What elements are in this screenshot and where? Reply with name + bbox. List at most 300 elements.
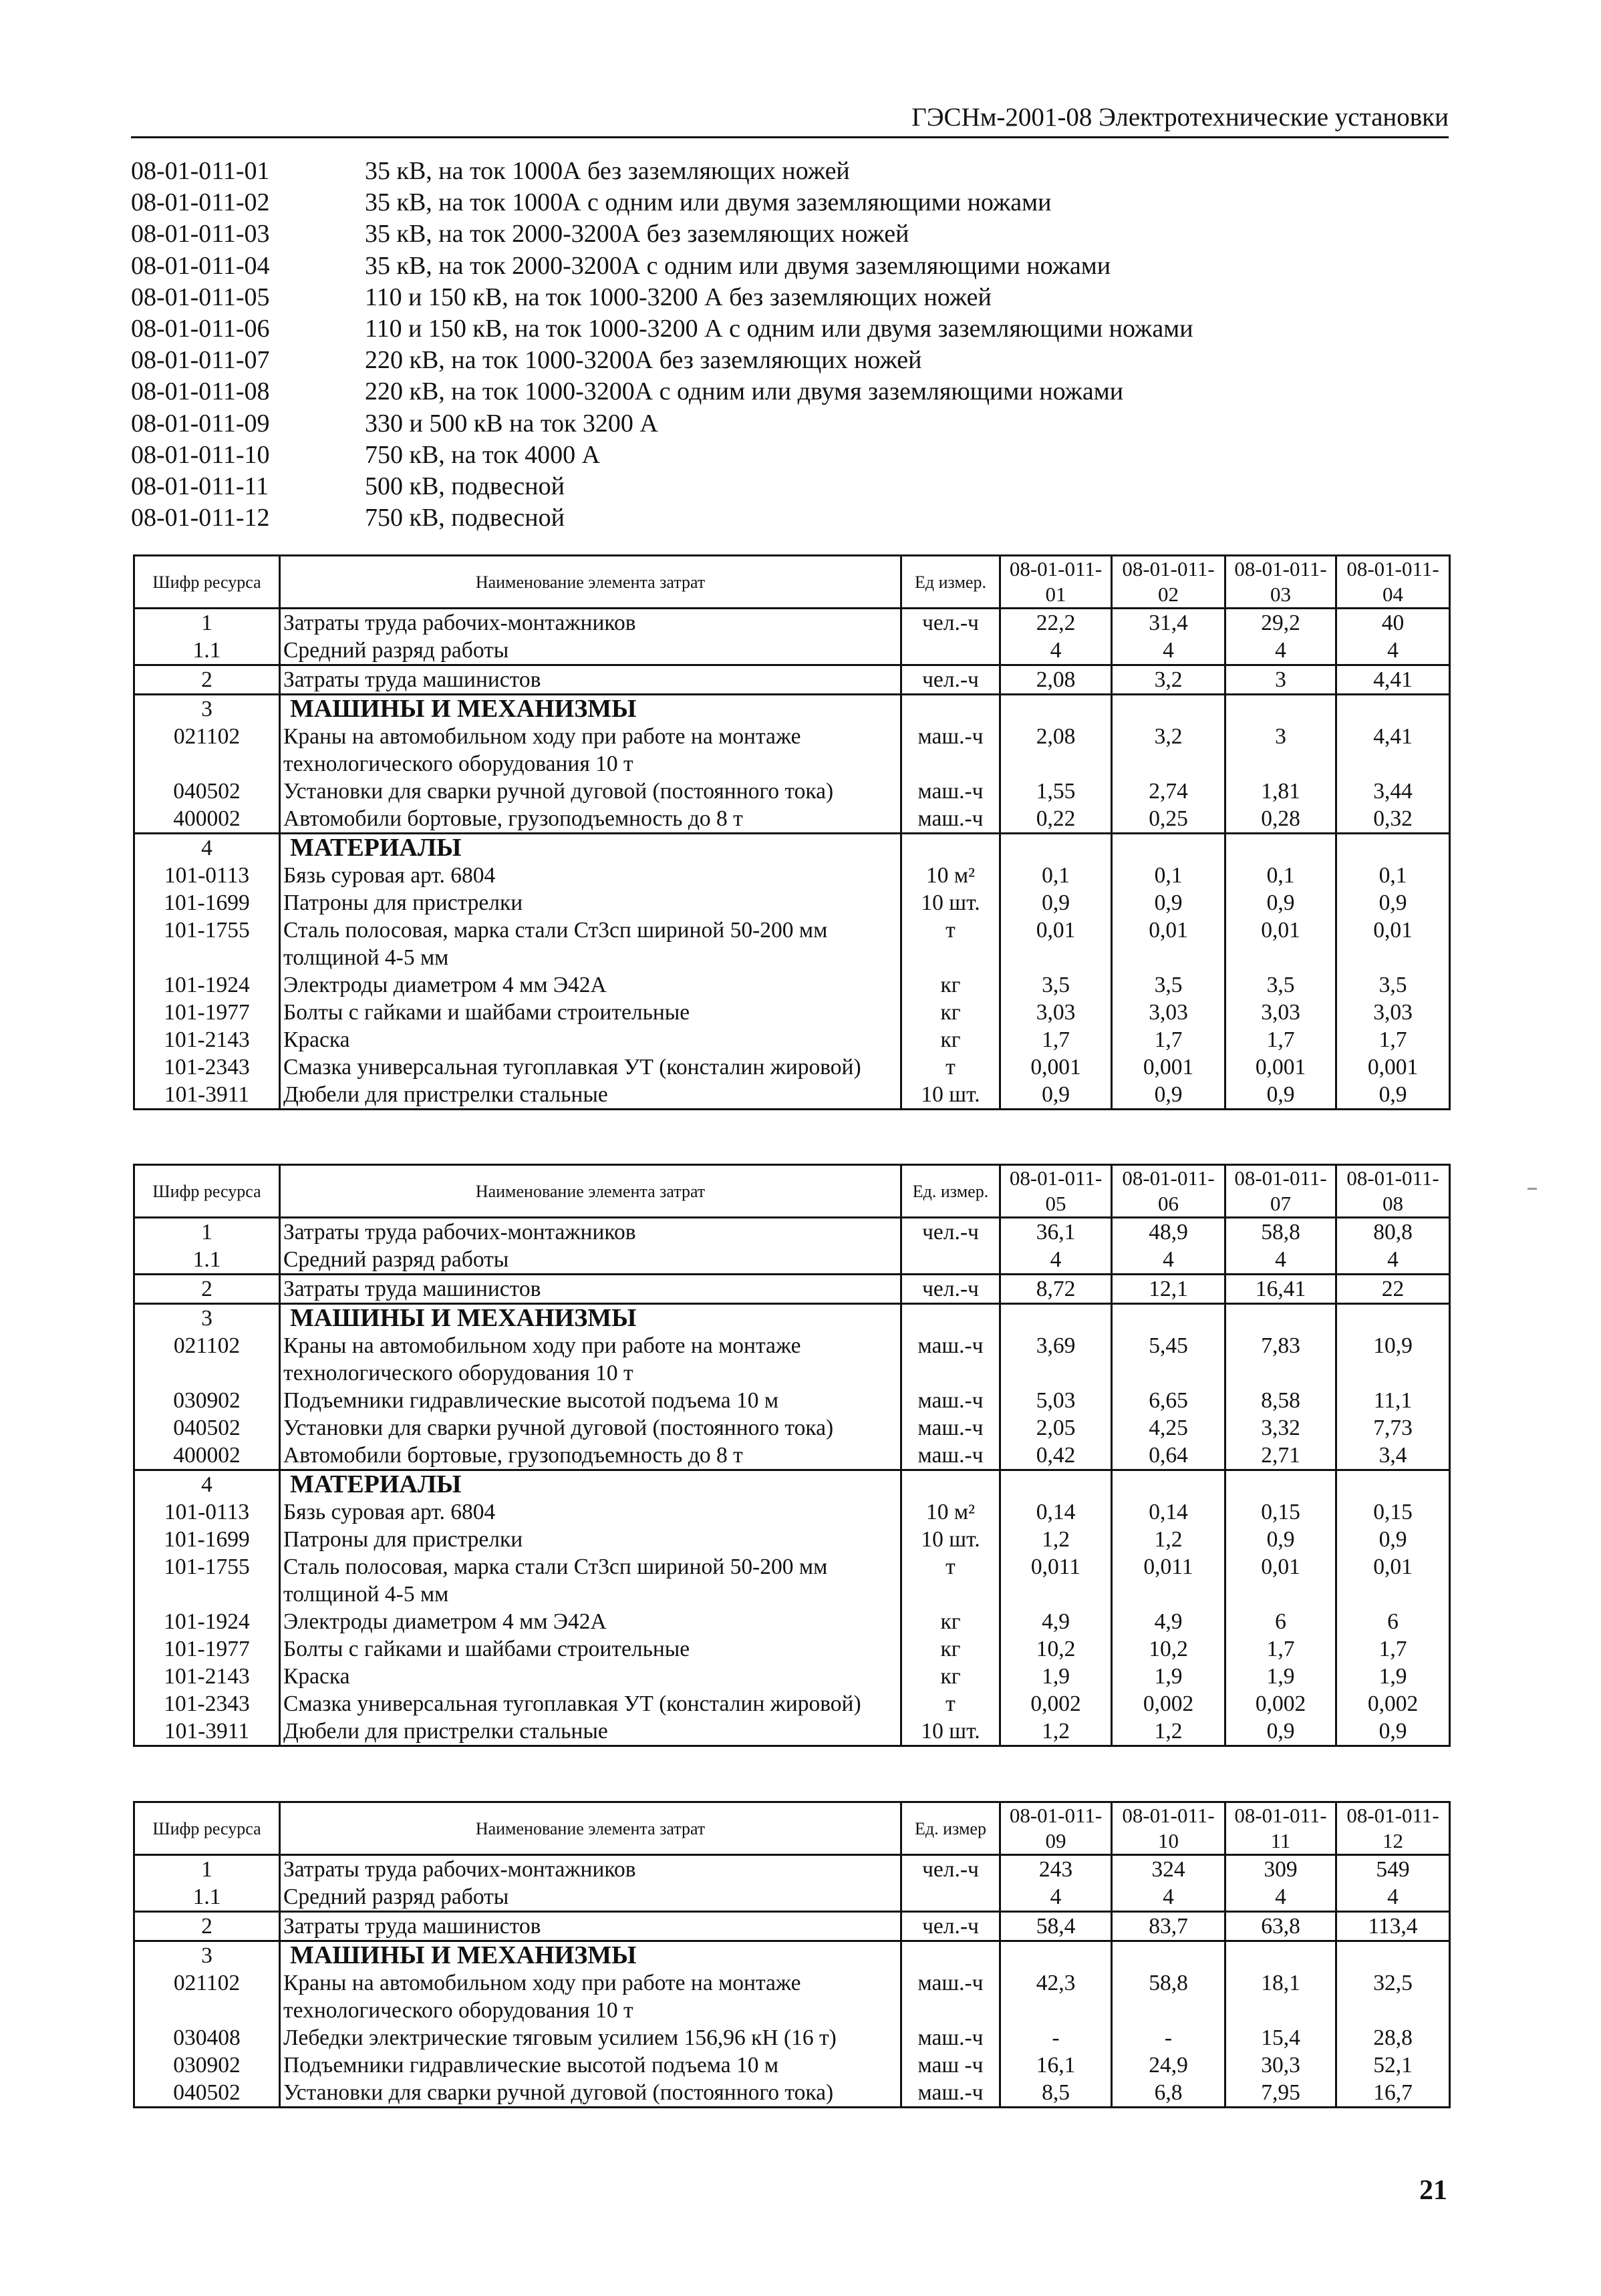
cell-value: 3,5 (1000, 971, 1112, 999)
cell-value: 8,58 (1225, 1387, 1336, 1414)
cell-value: 0,01 (1225, 1553, 1336, 1608)
code-list-code: 08-01-011-01 (131, 157, 270, 185)
table-row (134, 1498, 1450, 1526)
cell-unit: маш.-ч (901, 1387, 1000, 1414)
cell-value: 0,9 (1336, 1717, 1450, 1746)
cell-name: Патроны для пристрелки (280, 889, 901, 917)
cell-value: 3 (1225, 723, 1336, 778)
cell-value: 0,9 (1336, 1526, 1450, 1553)
cell-unit (901, 695, 1000, 723)
code-list-code: 08-01-011-04 (131, 251, 270, 280)
table-row (134, 637, 1450, 665)
cell-value: 3,32 (1225, 1414, 1336, 1442)
header-column-code: 08-01-011-01 (1000, 556, 1112, 609)
table-row (134, 1883, 1450, 1912)
cell-name: Затраты труда рабочих-монтажников (280, 609, 901, 637)
table-row (134, 1387, 1450, 1414)
table-row (134, 917, 1450, 971)
cell-value: 309 (1225, 1855, 1336, 1884)
cell-value: 0,01 (1225, 917, 1336, 971)
table-row (134, 665, 1450, 695)
code-list-item (131, 218, 1193, 250)
cell-value: 3,2 (1112, 665, 1225, 695)
header-column-code: 08-01-011-02 (1112, 556, 1225, 609)
cell-value: 0,9 (1225, 889, 1336, 917)
cell-code: 1.1 (134, 1883, 280, 1912)
cell-unit: т (901, 1053, 1000, 1081)
cell-value: 0,14 (1000, 1498, 1112, 1526)
cell-unit (901, 1941, 1000, 1970)
cell-value: 0,01 (1112, 917, 1225, 971)
cell-code: 4 (134, 834, 280, 862)
header-title: ГЭСНм-2001-08 Электротехнические установки (911, 103, 1449, 132)
cell-unit: маш.-ч (901, 723, 1000, 778)
cell-value: 0,9 (1225, 1081, 1336, 1110)
cell-value: 113,4 (1336, 1912, 1450, 1941)
cell-code: 3 (134, 1941, 280, 1970)
table-row (134, 1332, 1450, 1387)
code-list-desc: 35 кВ, на ток 1000А без заземляющих ножей (365, 157, 850, 185)
cell-value: 324 (1112, 1855, 1225, 1884)
cell-name: Средний разряд работы (280, 637, 901, 665)
cell-name: Смазка универсальная тугоплавкая УТ (консталин жировой) (280, 1690, 901, 1717)
cell-unit: маш.-ч (901, 1442, 1000, 1470)
cell-value: 83,7 (1112, 1912, 1225, 1941)
cell-code: 2 (134, 1912, 280, 1941)
code-list-item (131, 345, 1193, 376)
table-row (134, 1690, 1450, 1717)
table-row (134, 1912, 1450, 1941)
cell-value: 12,1 (1112, 1275, 1225, 1304)
header-column-code: 08-01-011-09 (1000, 1802, 1112, 1855)
cell-value: 7,73 (1336, 1414, 1450, 1442)
cell-value: 0,22 (1000, 805, 1112, 834)
header-code: Шифр ресурса (134, 1802, 280, 1855)
header-column-code: 08-01-011-05 (1000, 1165, 1112, 1218)
cell-code: 2 (134, 665, 280, 695)
cell-code: 101-0113 (134, 862, 280, 889)
cell-unit: кг (901, 1635, 1000, 1663)
cell-value: 4,9 (1112, 1608, 1225, 1635)
cell-value: 1,9 (1225, 1663, 1336, 1690)
cell-value: 0,001 (1000, 1053, 1112, 1081)
cell-value: 22,2 (1000, 609, 1112, 637)
code-list-desc: 750 кВ, на ток 4000 А (365, 440, 601, 469)
cell-value: 243 (1000, 1855, 1112, 1884)
cell-value: 16,41 (1225, 1275, 1336, 1304)
cell-value: 5,03 (1000, 1387, 1112, 1414)
cell-value: 0,9 (1336, 1081, 1450, 1110)
code-list-code: 08-01-011-12 (131, 504, 270, 532)
cell-unit: 10 шт. (901, 1081, 1000, 1110)
cell-code: 101-2143 (134, 1026, 280, 1053)
cell-name: МАТЕРИАЛЫ (280, 1470, 901, 1499)
cell-unit: т (901, 917, 1000, 971)
cell-value: 0,9 (1000, 889, 1112, 917)
cell-value: 0,01 (1336, 917, 1450, 971)
cell-value (1000, 1941, 1112, 1970)
cell-value: 0,9 (1225, 1717, 1336, 1746)
cell-value: 0,1 (1000, 862, 1112, 889)
table-row (134, 999, 1450, 1026)
cell-value: 1,55 (1000, 778, 1112, 805)
cell-value: 0,011 (1000, 1553, 1112, 1608)
header-unit: Ед измер. (901, 556, 1000, 609)
header-column-code: 08-01-011-12 (1336, 1802, 1450, 1855)
cell-value: 3,4 (1336, 1442, 1450, 1470)
cell-unit: 10 м² (901, 862, 1000, 889)
cell-unit: кг (901, 971, 1000, 999)
cell-value (1112, 695, 1225, 723)
table-row (134, 778, 1450, 805)
header-column-code: 08-01-011-08 (1336, 1165, 1450, 1218)
cell-unit: кг (901, 1026, 1000, 1053)
code-list-code: 08-01-011-11 (131, 472, 269, 501)
cell-value: 0,9 (1112, 1081, 1225, 1110)
cell-name: Бязь суровая арт. 6804 (280, 862, 901, 889)
cell-name: Автомобили бортовые, грузоподъемность до 8 т (280, 805, 901, 834)
cell-value: 10,2 (1112, 1635, 1225, 1663)
cell-value: 5,45 (1112, 1332, 1225, 1387)
table-row (134, 1635, 1450, 1663)
cell-code: 1 (134, 1855, 280, 1884)
cell-code: 101-3911 (134, 1081, 280, 1110)
cell-value (1112, 1470, 1225, 1499)
cell-name: Средний разряд работы (280, 1883, 901, 1912)
table-row (134, 1526, 1450, 1553)
cell-value: - (1112, 2024, 1225, 2052)
cell-code: 040502 (134, 778, 280, 805)
cell-value: 3,44 (1336, 778, 1450, 805)
cell-code: 101-1924 (134, 1608, 280, 1635)
cell-code: 021102 (134, 723, 280, 778)
section-row (134, 1304, 1450, 1333)
cell-code: 101-0113 (134, 1498, 280, 1526)
section-row (134, 695, 1450, 723)
cell-value: 0,28 (1225, 805, 1336, 834)
cell-unit: кг (901, 999, 1000, 1026)
cell-value: 549 (1336, 1855, 1450, 1884)
cell-value: 4,41 (1336, 723, 1450, 778)
cell-value: 4 (1112, 637, 1225, 665)
resource-table-3 (133, 1801, 1451, 2108)
cell-name: Дюбели для пристрелки стальные (280, 1081, 901, 1110)
table-row (134, 862, 1450, 889)
cell-value (1000, 834, 1112, 862)
cell-name: Краска (280, 1663, 901, 1690)
cell-code: 1.1 (134, 1246, 280, 1275)
cell-value: 0,001 (1225, 1053, 1336, 1081)
cell-code: 101-1755 (134, 917, 280, 971)
code-list-code: 08-01-011-08 (131, 377, 270, 406)
section-row (134, 1470, 1450, 1499)
table-row (134, 609, 1450, 637)
cell-value: 2,08 (1000, 723, 1112, 778)
page-header (131, 100, 1449, 138)
cell-value (1000, 1304, 1112, 1333)
cell-unit: чел.-ч (901, 1855, 1000, 1884)
cell-value: 4,25 (1112, 1414, 1225, 1442)
cell-value: 2,08 (1000, 665, 1112, 695)
header-column-code: 08-01-011-07 (1225, 1165, 1336, 1218)
code-list-desc: 35 кВ, на ток 2000-3200А с одним или двумя заземляющими ножами (365, 251, 1111, 280)
cell-name: МАШИНЫ И МЕХАНИЗМЫ (280, 1304, 901, 1333)
cell-value: 16,1 (1000, 2052, 1112, 2079)
cell-value (1336, 695, 1450, 723)
cell-value: 0,1 (1336, 862, 1450, 889)
header-code: Шифр ресурса (134, 556, 280, 609)
cell-unit: чел.-ч (901, 1275, 1000, 1304)
cell-value: 2,05 (1000, 1414, 1112, 1442)
cell-value: 31,4 (1112, 609, 1225, 637)
cell-code: 400002 (134, 1442, 280, 1470)
cell-value (1336, 1470, 1450, 1499)
cell-name: Дюбели для пристрелки стальные (280, 1717, 901, 1746)
cell-value (1336, 1304, 1450, 1333)
cell-name: Электроды диаметром 4 мм Э42А (280, 1608, 901, 1635)
table-row (134, 1663, 1450, 1690)
table-row (134, 1969, 1450, 2024)
code-list-item (131, 187, 1193, 218)
cell-value: 30,3 (1225, 2052, 1336, 2079)
cell-unit: чел.-ч (901, 1912, 1000, 1941)
cell-code: 101-1924 (134, 971, 280, 999)
cell-name: Краны на автомобильном ходу при работе на монтаже технологического оборудования 10 т (280, 1969, 901, 2024)
cell-value: 6,8 (1112, 2079, 1225, 2108)
code-list-desc: 110 и 150 кВ, на ток 1000-3200 А с одним или двумя заземляющими ножами (365, 315, 1193, 343)
cell-value: 1,9 (1336, 1663, 1450, 1690)
cell-value: 15,4 (1225, 2024, 1336, 2052)
cell-code: 101-1699 (134, 889, 280, 917)
table-row (134, 1442, 1450, 1470)
section-row (134, 834, 1450, 862)
cell-code: 3 (134, 1304, 280, 1333)
cell-value: 3,5 (1112, 971, 1225, 999)
table-row (134, 2052, 1450, 2079)
cell-value: 0,32 (1336, 805, 1450, 834)
code-list-code: 08-01-011-10 (131, 440, 270, 469)
cell-unit: маш.-ч (901, 778, 1000, 805)
code-list-desc: 35 кВ, на ток 1000А с одним или двумя заземляющими ножами (365, 188, 1052, 217)
cell-value (1225, 1304, 1336, 1333)
table-row (134, 1275, 1450, 1304)
cell-value: 1,81 (1225, 778, 1336, 805)
cell-name: Краны на автомобильном ходу при работе на монтаже технологического оборудования 10 т (280, 1332, 901, 1387)
cell-name: Подъемники гидравлические высотой подъема 10 м (280, 1387, 901, 1414)
cell-value: 0,15 (1225, 1498, 1336, 1526)
cell-name: Затраты труда машинистов (280, 1912, 901, 1941)
code-list-item (131, 251, 1193, 282)
cell-value: 4 (1225, 1246, 1336, 1275)
header-column-code: 08-01-011-11 (1225, 1802, 1336, 1855)
code-list-item (131, 376, 1193, 407)
cell-code: 101-1755 (134, 1553, 280, 1608)
cell-code: 2 (134, 1275, 280, 1304)
cell-value: - (1000, 2024, 1112, 2052)
code-list-code: 08-01-011-03 (131, 220, 270, 249)
cell-code: 1.1 (134, 637, 280, 665)
cell-name: Краны на автомобильном ходу при работе на монтаже технологического оборудования 10 т (280, 723, 901, 778)
table-row (134, 1081, 1450, 1110)
cell-value: 1,7 (1225, 1635, 1336, 1663)
cell-value: 3,2 (1112, 723, 1225, 778)
cell-value: 22 (1336, 1275, 1450, 1304)
cell-value: 6 (1336, 1608, 1450, 1635)
cell-value: 0,002 (1000, 1690, 1112, 1717)
cell-unit: маш.-ч (901, 1332, 1000, 1387)
cell-value: 3,03 (1225, 999, 1336, 1026)
cell-value: 36,1 (1000, 1218, 1112, 1247)
cell-value: 8,5 (1000, 2079, 1112, 2108)
cell-unit (901, 1883, 1000, 1912)
cell-value: 0,001 (1336, 1053, 1450, 1081)
cell-value: 8,72 (1000, 1275, 1112, 1304)
cell-value: 0,01 (1000, 917, 1112, 971)
cell-value: 0,42 (1000, 1442, 1112, 1470)
cell-value: 0,1 (1112, 862, 1225, 889)
cell-value: 4,9 (1000, 1608, 1112, 1635)
header-column-code: 08-01-011-06 (1112, 1165, 1225, 1218)
cell-unit (901, 1470, 1000, 1499)
cell-value: 0,25 (1112, 805, 1225, 834)
cell-value (1000, 695, 1112, 723)
cell-code: 030408 (134, 2024, 280, 2052)
code-list-code: 08-01-011-07 (131, 346, 270, 375)
cell-value: 3,03 (1336, 999, 1450, 1026)
cell-value: 0,9 (1000, 1081, 1112, 1110)
cell-value (1225, 1470, 1336, 1499)
cell-code: 101-1977 (134, 999, 280, 1026)
cell-value: 0,002 (1112, 1690, 1225, 1717)
cell-value: 10,9 (1336, 1332, 1450, 1387)
cell-name: Смазка универсальная тугоплавкая УТ (консталин жировой) (280, 1053, 901, 1081)
cell-value: 4 (1112, 1883, 1225, 1912)
cell-value: 0,15 (1336, 1498, 1450, 1526)
header-unit: Ед. измер. (901, 1165, 1000, 1218)
resource-table-1 (133, 554, 1451, 1110)
code-list-item (131, 502, 1193, 534)
cell-unit: 10 шт. (901, 889, 1000, 917)
cell-value: 3,5 (1336, 971, 1450, 999)
resource-table-2 (133, 1164, 1451, 1747)
cell-value: 42,3 (1000, 1969, 1112, 2024)
code-list-item (131, 440, 1193, 471)
cell-code: 030902 (134, 2052, 280, 2079)
cell-unit: чел.-ч (901, 1218, 1000, 1247)
header-column-code: 08-01-011-04 (1336, 556, 1450, 609)
table-row (134, 1026, 1450, 1053)
cell-value: 58,8 (1225, 1218, 1336, 1247)
section-row (134, 1941, 1450, 1970)
cell-code: 040502 (134, 2079, 280, 2108)
cell-value: 4 (1336, 1883, 1450, 1912)
code-list-code: 08-01-011-06 (131, 315, 270, 343)
code-list-desc: 330 и 500 кВ на ток 3200 А (365, 409, 658, 438)
cell-value (1225, 695, 1336, 723)
cell-value (1112, 1941, 1225, 1970)
cell-value: 6,65 (1112, 1387, 1225, 1414)
cell-unit: кг (901, 1608, 1000, 1635)
cell-code: 021102 (134, 1332, 280, 1387)
code-list-desc: 500 кВ, подвесной (365, 472, 565, 501)
cell-value: 11,1 (1336, 1387, 1450, 1414)
cell-value: 18,1 (1225, 1969, 1336, 2024)
cell-unit (901, 637, 1000, 665)
cell-unit: т (901, 1553, 1000, 1608)
cell-name: Затраты труда машинистов (280, 665, 901, 695)
table-row (134, 971, 1450, 999)
cell-value: 1,7 (1112, 1026, 1225, 1053)
cell-value: 1,2 (1000, 1526, 1112, 1553)
cell-value (1112, 1304, 1225, 1333)
cell-value: 0,1 (1225, 862, 1336, 889)
table-row (134, 1246, 1450, 1275)
cell-unit: кг (901, 1663, 1000, 1690)
cell-value: 6 (1225, 1608, 1336, 1635)
cell-value: 2,74 (1112, 778, 1225, 805)
cell-value: 4 (1000, 1883, 1112, 1912)
cell-unit: 10 м² (901, 1498, 1000, 1526)
cell-value: 0,002 (1336, 1690, 1450, 1717)
cell-unit (901, 834, 1000, 862)
cell-name: Лебедки электрические тяговым усилием 156,96 кН (16 т) (280, 2024, 901, 2052)
cell-name: МАШИНЫ И МЕХАНИЗМЫ (280, 695, 901, 723)
cell-value: 0,01 (1336, 1553, 1450, 1608)
cell-name: Средний разряд работы (280, 1246, 901, 1275)
cell-value: 16,7 (1336, 2079, 1450, 2108)
cell-name: Болты с гайками и шайбами строительные (280, 999, 901, 1026)
cell-name: Краска (280, 1026, 901, 1053)
header-name: Наименование элемента затрат (280, 1802, 901, 1855)
cell-name: Сталь полосовая, марка стали Ст3сп шириной 50-200 мм толщиной 4-5 мм (280, 1553, 901, 1608)
cell-value: 4 (1336, 637, 1450, 665)
cell-value: 4 (1336, 1246, 1450, 1275)
cell-value: 0,011 (1112, 1553, 1225, 1608)
table-row (134, 805, 1450, 834)
table-row (134, 1855, 1450, 1884)
cell-value: 4 (1112, 1246, 1225, 1275)
cell-value: 58,4 (1000, 1912, 1112, 1941)
cell-name: Затраты труда машинистов (280, 1275, 901, 1304)
cell-value: 32,5 (1336, 1969, 1450, 2024)
table-header-row (134, 1802, 1450, 1855)
cell-code: 101-2343 (134, 1053, 280, 1081)
code-list-code: 08-01-011-02 (131, 188, 270, 217)
cell-name: Подъемники гидравлические высотой подъема 10 м (280, 2052, 901, 2079)
cell-value (1336, 1941, 1450, 1970)
page-number: 21 (1419, 2175, 1447, 2206)
cell-value: 52,1 (1336, 2052, 1450, 2079)
cell-code: 030902 (134, 1387, 280, 1414)
cell-name: Затраты труда рабочих-монтажников (280, 1218, 901, 1247)
table-row (134, 1553, 1450, 1608)
cell-value: 1,2 (1112, 1526, 1225, 1553)
cell-unit: т (901, 1690, 1000, 1717)
cell-value: 40 (1336, 609, 1450, 637)
cell-value: 1,2 (1000, 1717, 1112, 1746)
cell-value: 0,002 (1225, 1690, 1336, 1717)
code-list-desc: 750 кВ, подвесной (365, 504, 565, 532)
cell-code: 4 (134, 1470, 280, 1499)
code-list-desc: 220 кВ, на ток 1000-3200А без заземляющих ножей (365, 346, 922, 375)
table-row (134, 2024, 1450, 2052)
table-row (134, 2079, 1450, 2108)
cell-name: Болты с гайками и шайбами строительные (280, 1635, 901, 1663)
cell-value: 7,95 (1225, 2079, 1336, 2108)
cell-value: 1,7 (1336, 1026, 1450, 1053)
cell-name: Затраты труда рабочих-монтажников (280, 1855, 901, 1884)
cell-value: 58,8 (1112, 1969, 1225, 2024)
